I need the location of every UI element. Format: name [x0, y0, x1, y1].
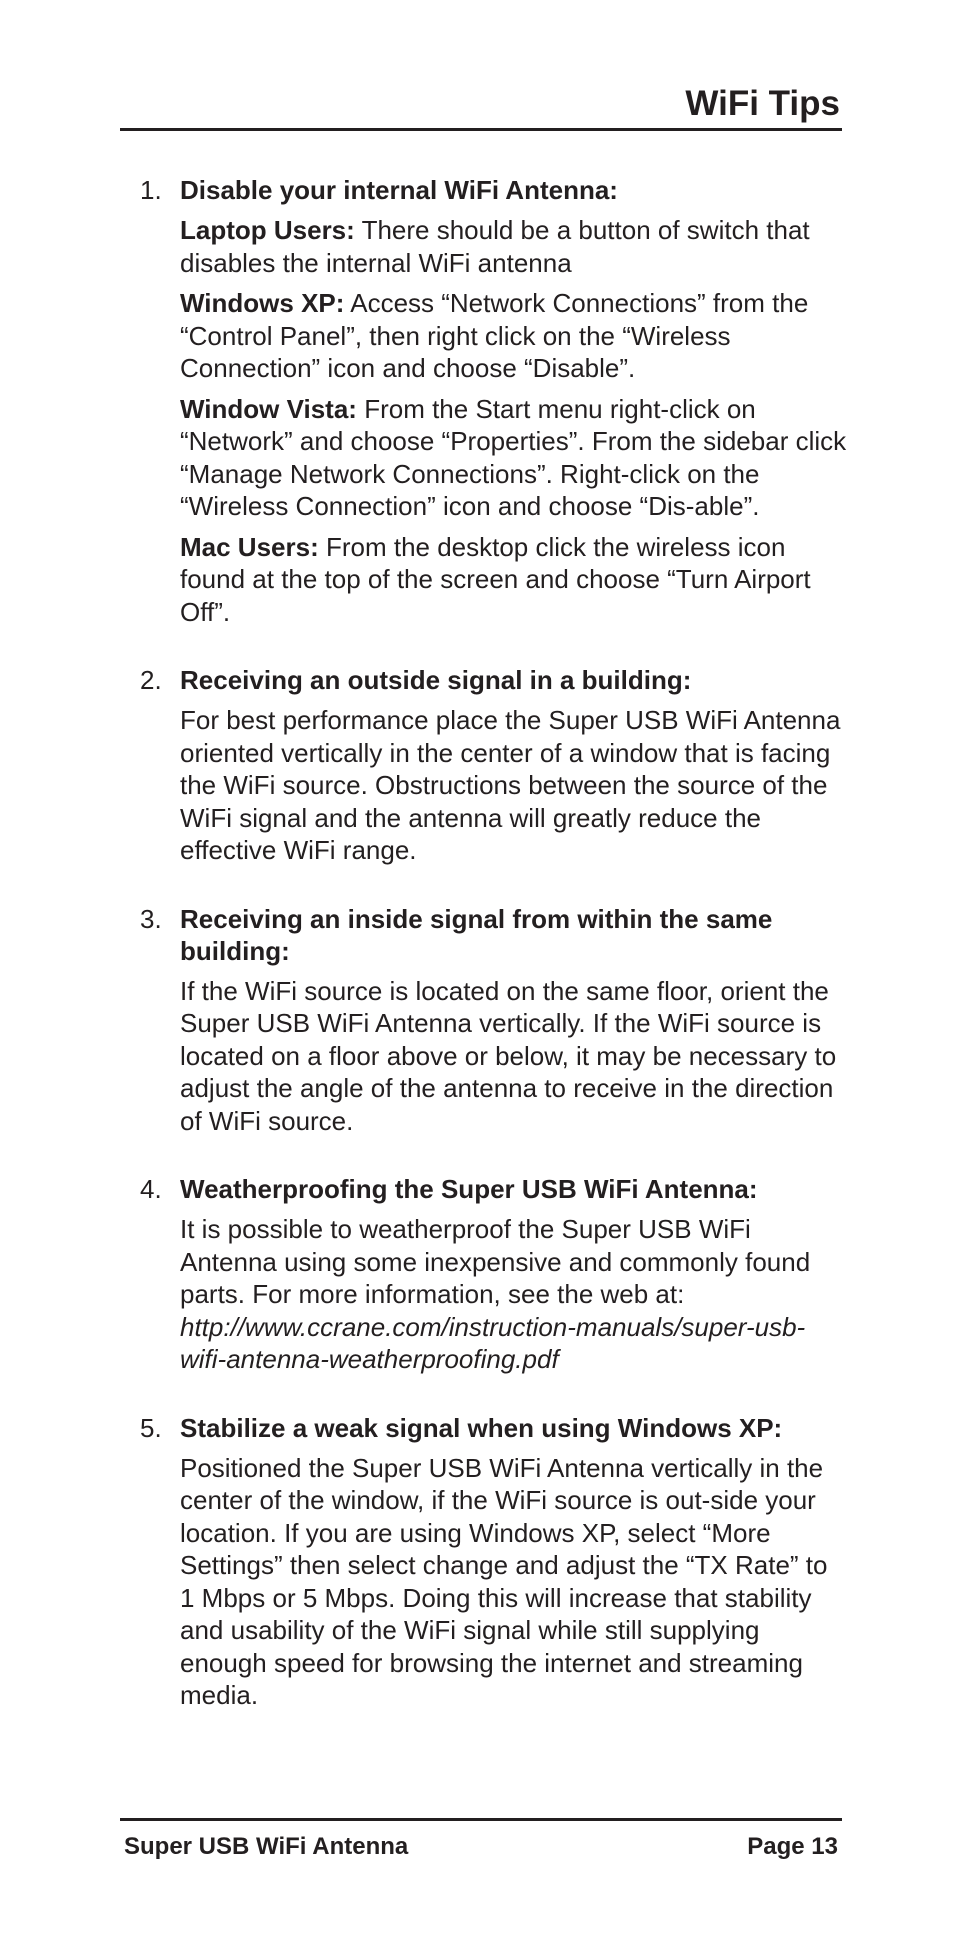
page-header [120, 82, 842, 131]
page-footer [120, 1818, 842, 1861]
tip-heading: Stabilize a weak signal when using Windows XP: [180, 1412, 783, 1443]
paragraph-text: From the Start menu right-click on “Network” and choose “Properties”. From the sidebar click “Manage Network Connections”. Right-click on the “Wireless Connection” icon and choose “Dis-able”. [180, 393, 847, 521]
paragraph-text: Access “Network Connections” from the “Control Panel”, then right click on the “Wireless Connection” icon and choose “Disable”. [180, 288, 809, 383]
tip-2 [136, 664, 848, 867]
weatherproofing-link[interactable]: http://www.ccrane.com/instruction-manuals/super-usb-wifi-antenna-weatherproofing.pdf [180, 1311, 806, 1374]
tip-paragraph: If the WiFi source is located on the same floor, orient the Super USB WiFi Antenna vertically. If the WiFi source is located on a floor above or below, it may be necessary to adjust the angle of the antenna to receive in the direction of WiFi source. [180, 975, 837, 1136]
tips-content [136, 174, 848, 1748]
tip-number: 4. [140, 1174, 162, 1204]
paragraph-lead: Mac Users: [180, 531, 319, 562]
paragraph-text: There should be a button of switch that disables the internal WiFi antenna [180, 215, 810, 278]
tip-5 [136, 1412, 848, 1712]
tip-heading: Disable your internal WiFi Antenna: [180, 175, 618, 205]
paragraph-lead: Laptop Users: [180, 215, 355, 245]
tip-heading: Receiving an outside signal in a building: [180, 665, 692, 695]
tip-heading: Weatherproofing the Super USB WiFi Antenna: [180, 1174, 758, 1204]
tip-paragraph [180, 214, 848, 279]
tip-1 [136, 174, 848, 628]
tip-paragraph: Positioned the Super USB WiFi Antenna vertically in the center of the window, if the WiFi source is out-side your location. If you are using Windows XP, select “More Settings” then select change and adjust the “TX Rate” to 1 Mbps or 5 Mbps. Doing this will increase that stability and usability of the WiFi signal while still supplying enough speed for browsing the internet and streaming media. [180, 1452, 828, 1710]
footer-product-name: Super USB WiFi Antenna [124, 1833, 409, 1860]
paragraph-lead: Windows XP: [180, 288, 345, 318]
tip-paragraph: For best performance place the Super USB WiFi Antenna oriented vertically in the center of a window that is facing the WiFi source. Obstructions between the source of the WiFi signal and the antenna will greatly reduce the effective WiFi range. [180, 705, 841, 865]
paragraph-text: It is possible to weatherproof the Super USB WiFi Antenna using some inexpensive and commonly found parts. For more information, see the web at: [180, 1214, 811, 1309]
tips-list [136, 174, 848, 1712]
tip-paragraph [180, 393, 848, 523]
tip-number: 2. [140, 665, 162, 695]
page-title: WiFi Tips [685, 84, 840, 123]
tip-3 [136, 903, 848, 1138]
tip-number: 3. [140, 903, 162, 934]
tip-paragraph [180, 1213, 848, 1376]
tip-number: 1. [140, 175, 162, 205]
footer-page-number: Page 13 [747, 1833, 838, 1860]
tip-paragraph [180, 287, 848, 385]
tip-paragraph [180, 531, 848, 629]
tip-heading: Receiving an inside signal from within the same building: [180, 903, 773, 966]
paragraph-lead: Window Vista: [180, 393, 357, 424]
tip-number: 5. [140, 1412, 162, 1443]
tip-4 [136, 1173, 848, 1376]
paragraph-text: From the desktop click the wireless icon found at the top of the screen and choose “Turn Airport Off”. [180, 531, 811, 627]
